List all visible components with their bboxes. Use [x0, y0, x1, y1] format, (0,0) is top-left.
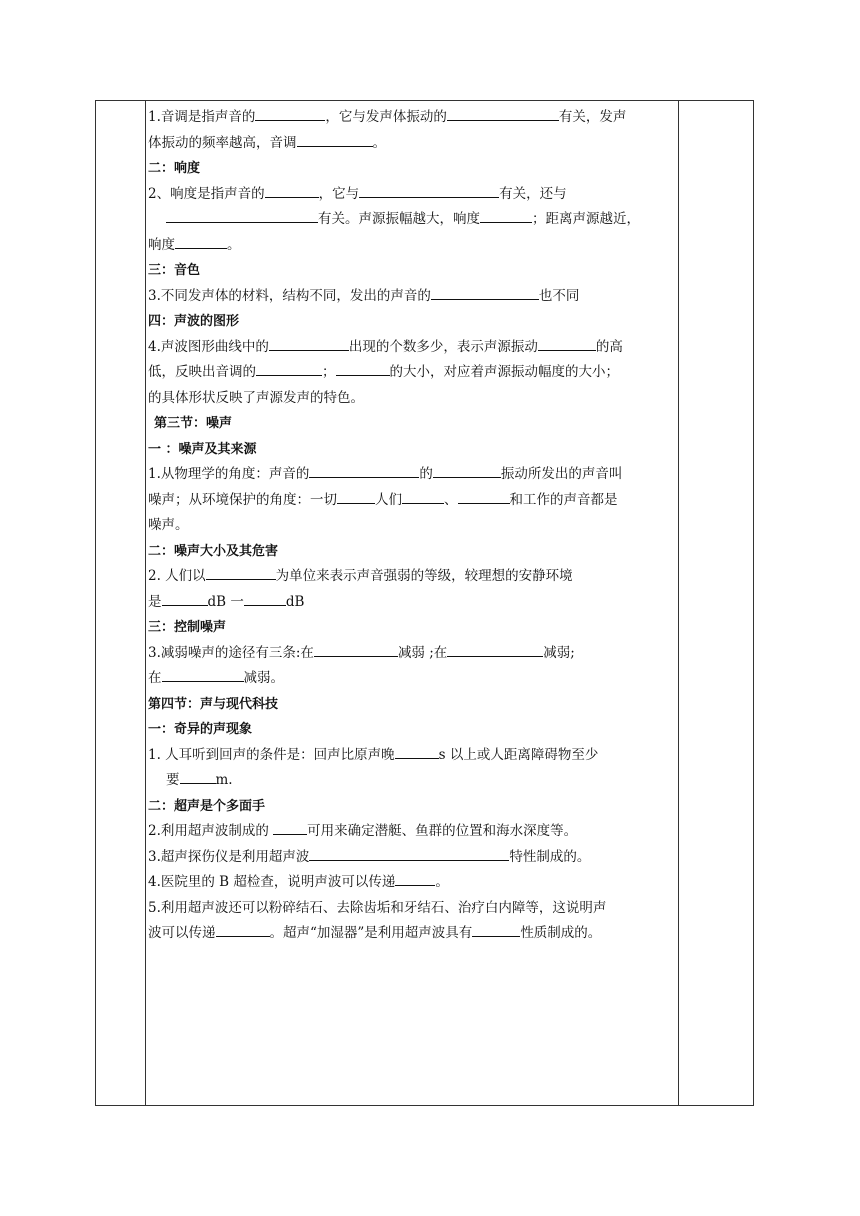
answer-blank[interactable]	[538, 335, 596, 351]
column-divider	[145, 101, 146, 1105]
column-divider	[678, 101, 679, 1105]
answer-blank[interactable]	[244, 590, 286, 606]
lesson-heading: 第三节：噪声	[154, 416, 233, 431]
question-line: 4.医院里的 B 超检查，说明声波可以传递 。	[148, 870, 676, 896]
answer-blank[interactable]	[447, 641, 543, 657]
answer-blank[interactable]	[269, 335, 349, 351]
answer-blank[interactable]	[309, 462, 419, 478]
answer-blank[interactable]	[472, 921, 520, 937]
answer-blank[interactable]	[433, 462, 501, 478]
answer-blank[interactable]	[256, 360, 322, 376]
answer-blank[interactable]	[402, 488, 444, 504]
question-line: 1.音调是指声音的 ，它与发声体振动的 有关，发声	[148, 105, 676, 131]
answer-blank[interactable]	[255, 105, 325, 121]
section-heading: 二：响度	[148, 161, 201, 176]
question-line: 波可以传递 。超声“加湿器”是利用超声波具有 性质制成的。	[148, 921, 676, 947]
question-line: 在 减弱。	[148, 666, 676, 692]
question-line: 噪声；从环境保护的角度：一切 人们 、 和工作的声音都是	[148, 488, 676, 514]
answer-blank[interactable]	[180, 768, 216, 784]
answer-blank[interactable]	[206, 564, 276, 580]
question-line: 体振动的频率越高，音调 。	[148, 131, 676, 157]
answer-blank[interactable]	[309, 845, 509, 861]
answer-blank[interactable]	[447, 105, 559, 121]
answer-blank[interactable]	[431, 284, 539, 300]
answer-blank[interactable]	[337, 488, 375, 504]
question-line: 1. 人耳听到回声的条件是：回声比原声晚 s 以上或人距离障碍物至少	[148, 743, 676, 769]
question-line: 2.利用超声波制成的 可用来确定潜艇、鱼群的位置和海水深度等。	[148, 819, 676, 845]
question-line: 要 m.	[148, 768, 676, 794]
answer-blank[interactable]	[166, 207, 318, 223]
answer-blank[interactable]	[359, 182, 499, 198]
question-line: 响度 。	[148, 233, 676, 259]
question-line: 3.减弱噪声的途径有三条:在 减弱 ;在 减弱;	[148, 641, 676, 667]
section-heading: 三：控制噪声	[148, 620, 227, 635]
section-heading: 三：音色	[148, 263, 201, 278]
question-line: 的具体形状反映了声源发声的特色。	[148, 389, 364, 406]
answer-blank[interactable]	[297, 131, 373, 147]
section-heading: 二：噪声大小及其危害	[148, 543, 279, 559]
question-line: 5.利用超声波还可以粉碎结石、去除齿垢和牙结石、治疗白内障等，这说明声	[148, 899, 607, 916]
answer-blank[interactable]	[273, 819, 307, 835]
answer-blank[interactable]	[175, 233, 227, 249]
lesson-heading: 第四节：声与现代科技	[148, 696, 279, 712]
question-line: 4.声波图形曲线中的 出现的个数多少，表示声源振动 的高	[148, 335, 676, 361]
question-line: 低，反映出音调的 ； 的大小，对应着声源振动幅度的大小；	[148, 360, 676, 386]
question-line: 有关。声源振幅越大，响度 ；距离声源越近，	[148, 207, 676, 233]
answer-blank[interactable]	[265, 182, 319, 198]
answer-blank[interactable]	[395, 743, 439, 759]
question-line: 2. 人们以 为单位来表示声音强弱的等级，较理想的安静环境	[148, 564, 676, 590]
question-line: 1.从物理学的角度：声音的 的 振动所发出的声音叫	[148, 462, 676, 488]
section-heading: 四：声波的图形	[148, 314, 240, 329]
question-line: 3.超声探伤仪是利用超声波 特性制成的。	[148, 845, 676, 871]
answer-blank[interactable]	[336, 360, 390, 376]
answer-blank[interactable]	[458, 488, 510, 504]
answer-blank[interactable]	[162, 666, 244, 682]
section-heading: 二：超声是个多面手	[148, 798, 266, 814]
answer-blank[interactable]	[162, 590, 208, 606]
answer-blank[interactable]	[216, 921, 270, 937]
worksheet-table	[95, 100, 754, 1106]
worksheet-content	[148, 101, 676, 947]
question-line: 2、响度是指声音的 ，它与 有关，还与	[148, 182, 676, 208]
section-heading: 一：奇异的声现象	[148, 722, 253, 737]
question-line: 3.不同发声体的材料，结构不同，发出的声音的 也不同	[148, 284, 676, 310]
answer-blank[interactable]	[480, 207, 532, 223]
answer-blank[interactable]	[395, 870, 435, 886]
answer-blank[interactable]	[314, 641, 398, 657]
question-line: 是 dB 一 dB	[148, 590, 676, 616]
question-line: 噪声。	[148, 517, 189, 533]
section-heading: 一 ：噪声及其来源	[148, 441, 257, 457]
